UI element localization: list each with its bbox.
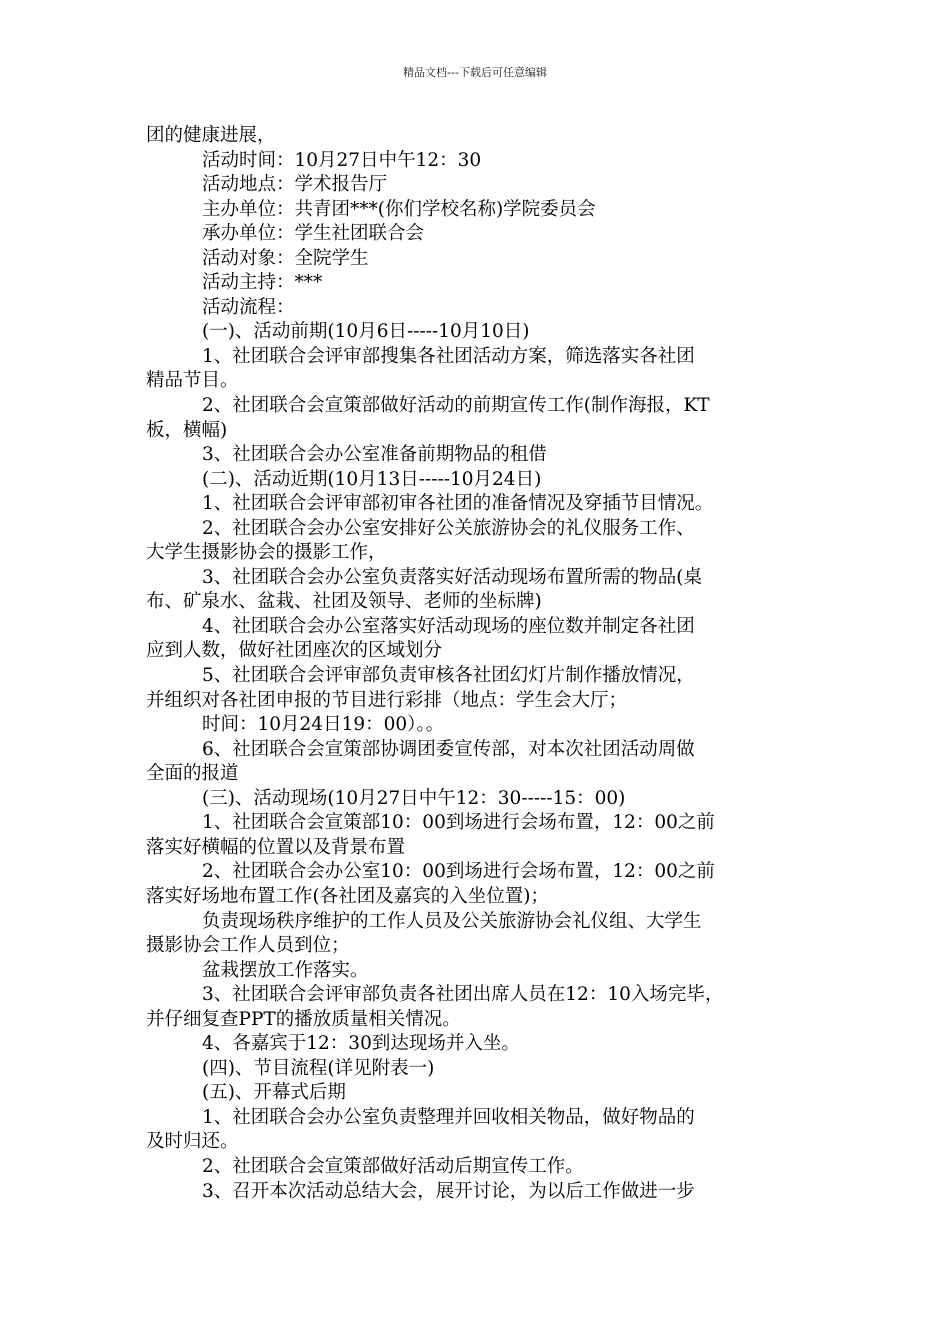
paragraph-line: (三)、活动现场(10月27日中午12：30-----15：00) (202, 787, 626, 809)
page-header: 精品文档---下载后可任意编辑 (403, 66, 547, 79)
paragraph-line: 精品节目。 (146, 370, 239, 392)
paragraph-line: 承办单位：学生社团联合会 (202, 223, 425, 245)
paragraph-line: 1、社团联合会评审部搜集各社团活动方案，筛选落实各社团 (202, 345, 695, 367)
paragraph-line: 3、召开本次活动总结大会，展开讨论，为以后工作做进一步 (202, 1180, 695, 1202)
paragraph-line: 5、社团联合会评审部负责审核各社团幻灯片制作播放情况， (202, 665, 695, 687)
paragraph-line: 2、社团联合会办公室安排好公关旅游协会的礼仪服务工作、 (202, 517, 695, 539)
paragraph-line: (四)、节目流程(详见附表一) (202, 1057, 435, 1079)
document-body (146, 124, 818, 1204)
paragraph-line: 活动主持：*** (202, 272, 323, 294)
paragraph-line: 板，横幅) (146, 419, 228, 441)
paragraph-line: 摄影协会工作人员到位； (146, 935, 350, 957)
paragraph-line: 2、社团联合会宣策部做好活动后期宣传工作。 (202, 1155, 584, 1177)
paragraph-line: 3、社团联合会办公室准备前期物品的租借 (202, 444, 547, 466)
paragraph-line: 2、社团联合会办公室10：00到场进行会场布置，12：00之前 (202, 861, 715, 883)
paragraph-line: 团的健康进展， (146, 125, 276, 146)
paragraph-line: 落实好横幅的位置以及背景布置 (146, 836, 406, 858)
paragraph-line: 主办单位：共青团***(你们学校名称)学院委员会 (202, 198, 596, 220)
paragraph-line: 落实好场地布置工作(各社团及嘉宾的入坐位置)； (146, 885, 549, 907)
paragraph-line: 并仔细复查PPT的播放质量相关情况。 (146, 1008, 461, 1030)
paragraph-line: 并组织对各社团申报的节目进行彩排（地点：学生会大厅； (146, 689, 628, 711)
paragraph-line: 3、社团联合会评审部负责各社团出席人员在12：10入场完毕， (202, 984, 724, 1006)
paragraph-line: 负责现场秩序维护的工作人员及公关旅游协会礼仪组、大学生 (202, 910, 702, 932)
paragraph-line: 布、矿泉水、盆栽、社团及领导、老师的坐标牌) (146, 591, 542, 613)
paragraph-line: 4、社团联合会办公室落实好活动现场的座位数并制定各社团 (202, 615, 695, 637)
paragraph-line: 大学生摄影协会的摄影工作， (146, 542, 387, 564)
paragraph-line: 3、社团联合会办公室负责落实好活动现场布置所需的物品(桌 (202, 566, 702, 588)
paragraph-line: 1、社团联合会宣策部10：00到场进行会场布置，12：00之前 (202, 812, 715, 834)
paragraph-line: 全面的报道 (146, 763, 239, 785)
paragraph-line: 6、社团联合会宣策部协调团委宣传部，对本次社团活动周做 (202, 738, 695, 760)
paragraph-line: 活动对象：全院学生 (202, 247, 369, 269)
paragraph-line: 活动流程： (202, 296, 295, 318)
paragraph-line: 盆栽摆放工作落实。 (202, 959, 369, 981)
paragraph-line: 活动地点：学术报告厅 (202, 174, 388, 196)
paragraph-line: (一)、活动前期(10月6日-----10月10日) (202, 321, 530, 343)
paragraph-line: 1、社团联合会办公室负责整理并回收相关物品，做好物品的 (202, 1106, 695, 1128)
paragraph-line: (二)、活动近期(10月13日-----10月24日) (202, 468, 542, 490)
paragraph-line: (五)、开幕式后期 (202, 1082, 346, 1104)
paragraph-line: 2、社团联合会宣策部做好活动的前期宣传工作(制作海报，KT (202, 395, 710, 417)
paragraph-line: 1、社团联合会评审部初审各社团的准备情况及穿插节目情况。 (202, 493, 714, 515)
paragraph-line: 活动时间：10月27日中午12：30 (202, 149, 482, 171)
paragraph-line: 4、各嘉宾于12：30到达现场并入坐。 (202, 1033, 520, 1055)
paragraph-line: 及时归还。 (146, 1131, 239, 1153)
paragraph-line: 时间：10月24日19：00）。。 (202, 714, 445, 736)
paragraph-line: 应到人数，做好社团座次的区域划分 (146, 640, 443, 662)
